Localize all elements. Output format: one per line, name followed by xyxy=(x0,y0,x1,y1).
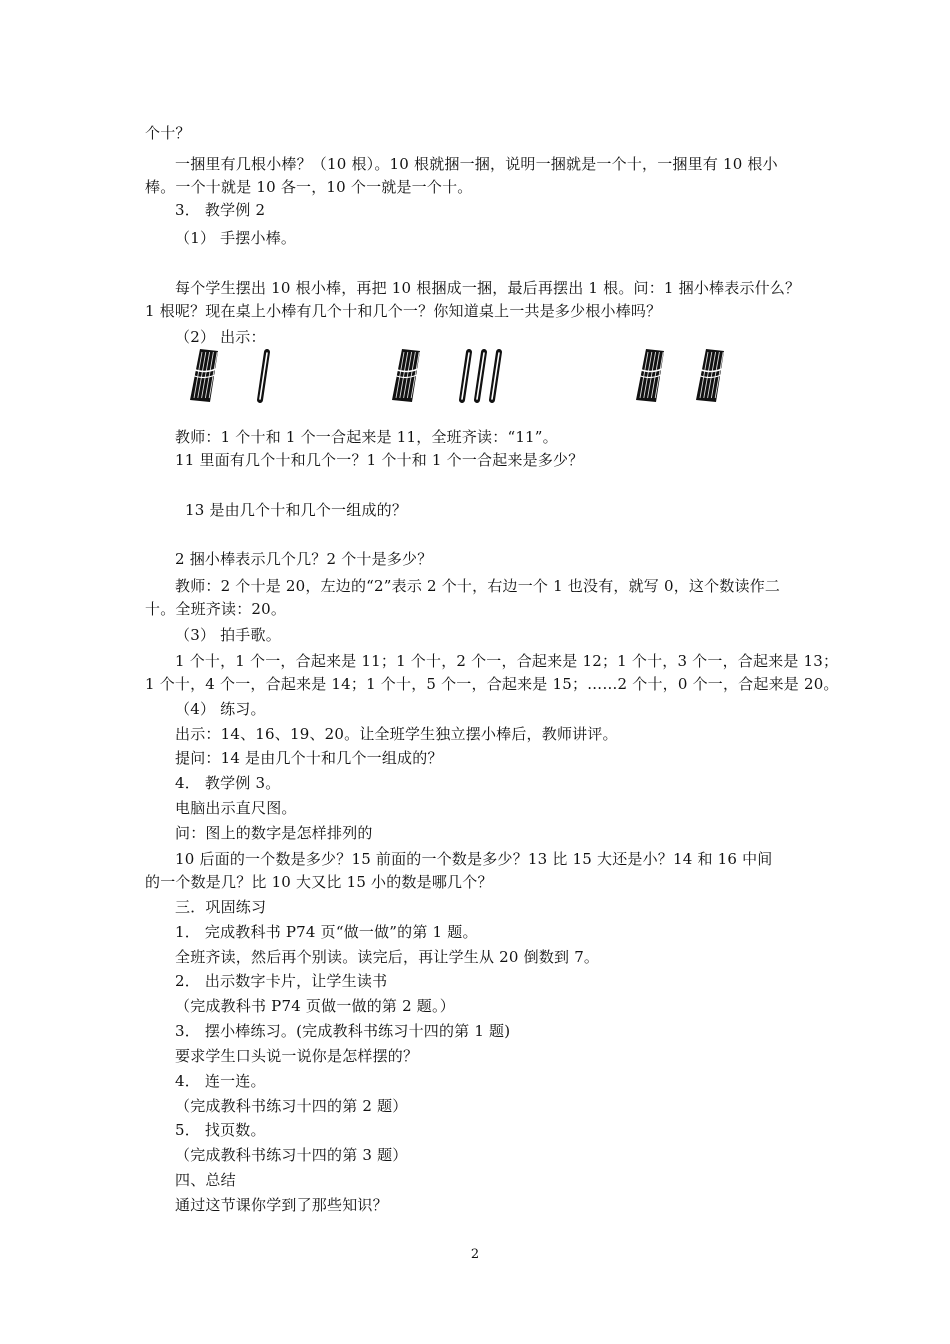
stick-bundle xyxy=(392,349,420,402)
text-line: 四、总结 xyxy=(175,1171,236,1189)
text-line: （4） 练习。 xyxy=(175,700,266,718)
text-line: 3． 教学例 2 xyxy=(175,201,266,219)
text-line: 11 里面有几个十和几个一？1 个十和 1 个一合起来是多少？ xyxy=(175,451,584,469)
text-line: 1 个十，4 个一，合起来是 14；1 个十，5 个一，合起来是 15；……2 个十，0 个一，合起来是 20。 xyxy=(145,675,839,693)
single-stick xyxy=(462,352,469,400)
text-line: 电脑出示直尺图。 xyxy=(175,799,297,817)
text-line: 教师：2 个十是 20，左边的“2”表示 2 个十，右边一个 1 也没有，就写 0，这个数读作二 xyxy=(175,577,781,595)
text-line: 一捆里有几根小棒？（10 根）。10 根就捆一捆，说明一捆就是一个十，一捆里有 10 根小 xyxy=(175,155,778,173)
single-stick xyxy=(492,352,499,400)
text-line: 出示：14、16、19、20。让全班学生独立摆小棒后，教师讲评。 xyxy=(175,725,618,743)
stick-bundles-figure xyxy=(180,342,740,414)
stick-bundle xyxy=(636,349,664,402)
stick-bundle xyxy=(696,349,724,402)
stick-bundle xyxy=(190,349,218,402)
text-line: （完成教科书练习十四的第 3 题） xyxy=(175,1146,408,1164)
text-line: 棒。一个十就是 10 各一，10 个一就是一个十。 xyxy=(145,178,473,196)
single-stick xyxy=(477,352,484,400)
text-line: （完成教科书 P74 页做一做的第 2 题。） xyxy=(175,997,455,1015)
text-line: （完成教科书练习十四的第 2 题） xyxy=(175,1097,408,1115)
text-line: 全班齐读，然后再个别读。读完后，再让学生从 20 倒数到 7。 xyxy=(175,948,600,966)
text-line: 通过这节课你学到了那些知识？ xyxy=(175,1196,388,1214)
text-line: 1 个十，1 个一，合起来是 11；1 个十，2 个一，合起来是 12；1 个十，3 个一，合起来是 13； xyxy=(175,652,839,670)
text-line: 的一个数是几？比 10 大又比 15 小的数是哪几个？ xyxy=(145,873,493,891)
text-line: 每个学生摆出 10 根小棒，再把 10 根捆成一捆，最后再摆出 1 根。问：1 捆小棒表示什么？ xyxy=(175,279,801,297)
text-line: （3） 拍手歌。 xyxy=(175,626,281,644)
text-line: 5． 找页数。 xyxy=(175,1121,266,1139)
text-line: 十。全班齐读：20。 xyxy=(145,600,287,618)
text-line: 教师：1 个十和 1 个一合起来是 11，全班齐读：“11”。 xyxy=(175,428,558,446)
text-line: 10 后面的一个数是多少？15 前面的一个数是多少？13 比 15 大还是小？14 和 16 中间 xyxy=(175,850,773,868)
text-line: 4． 连一连。 xyxy=(175,1072,266,1090)
text-line: 2 捆小棒表示几个几？2 个十是多少？ xyxy=(175,550,433,568)
text-line: 13 是由几个十和几个一组成的？ xyxy=(185,501,408,519)
text-line: 1． 完成教科书 P74 页“做一做”的第 1 题。 xyxy=(175,923,478,941)
text-line: 提问：14 是由几个十和几个一组成的？ xyxy=(175,749,443,767)
text-line: 1 根呢？现在桌上小棒有几个十和几个一？你知道桌上一共是多少根小棒吗？ xyxy=(145,302,662,320)
text-line: 3． 摆小棒练习。(完成教科书练习十四的第 1 题) xyxy=(175,1022,511,1040)
page-number: 2 xyxy=(470,1247,480,1262)
text-line: 问：图上的数字是怎样排列的 xyxy=(175,824,373,842)
text-line: （2） 出示： xyxy=(175,328,266,346)
text-line: 2． 出示数字卡片，让学生读书 xyxy=(175,972,388,990)
single-stick xyxy=(260,352,267,400)
text-line: 三．巩固练习 xyxy=(175,898,267,916)
text-line: 4． 教学例 3。 xyxy=(175,774,281,792)
text-line: 要求学生口头说一说你是怎样摆的？ xyxy=(175,1047,419,1065)
text-line: （1） 手摆小棒。 xyxy=(175,229,297,247)
text-line: 个十？ xyxy=(145,124,191,142)
